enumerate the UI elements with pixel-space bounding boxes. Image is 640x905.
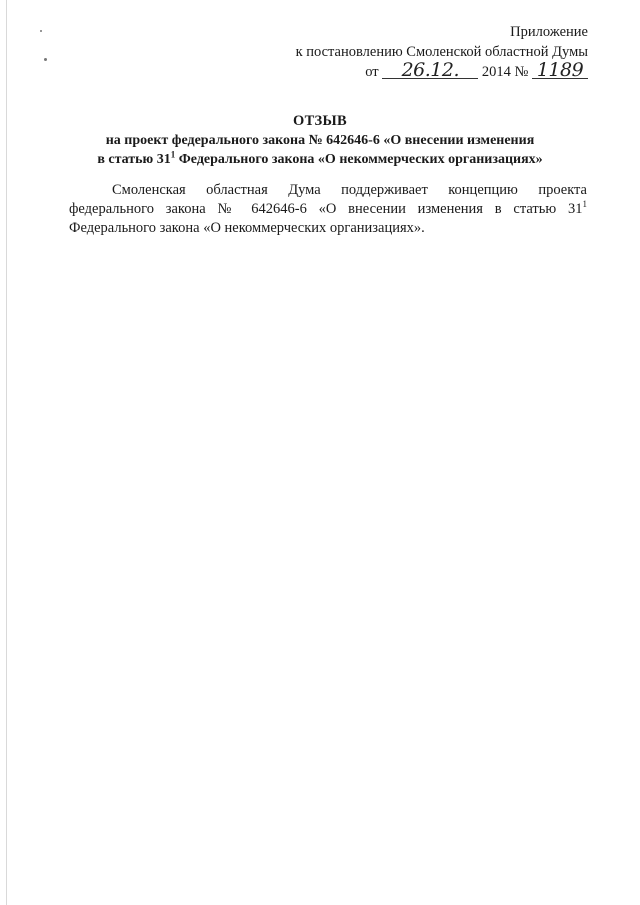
body-superscript: 1	[582, 199, 587, 210]
year-number-label: 2014 №	[481, 64, 529, 80]
scan-speck	[40, 30, 42, 32]
title-superscript: 1	[170, 149, 176, 160]
document-header	[296, 22, 588, 82]
body-paragraph	[69, 181, 587, 238]
title-line-2-prefix: в статью 31	[97, 152, 171, 167]
resolution-reference: к постановлению Смоленской областной Думы	[295, 44, 588, 60]
document-title-block	[40, 112, 600, 169]
title-line-2	[40, 150, 600, 169]
title-line-2-suffix: Федерального закона «О некоммерческих организациях»	[175, 152, 543, 167]
title-line-1: на проект федерального закона № 642646-6 «О внесении изменения	[105, 133, 535, 148]
handwritten-date: 26.12.	[382, 62, 478, 79]
body-text-part-1: Смоленская областная Дума поддерживает концепцию проекта федерального закона № 642646-6 «О внесении изменения в статью 31	[69, 182, 587, 217]
scan-edge-line	[6, 0, 7, 905]
handwritten-number: 1189	[532, 62, 588, 79]
body-text-part-2: Федерального закона «О некоммерческих организациях».	[69, 220, 425, 236]
date-prefix: от	[365, 64, 379, 80]
appendix-label: Приложение	[510, 24, 588, 40]
scan-speck	[44, 58, 47, 61]
date-number-line	[296, 59, 588, 82]
document-body	[69, 181, 587, 238]
document-title: ОТЗЫВ	[292, 113, 347, 129]
